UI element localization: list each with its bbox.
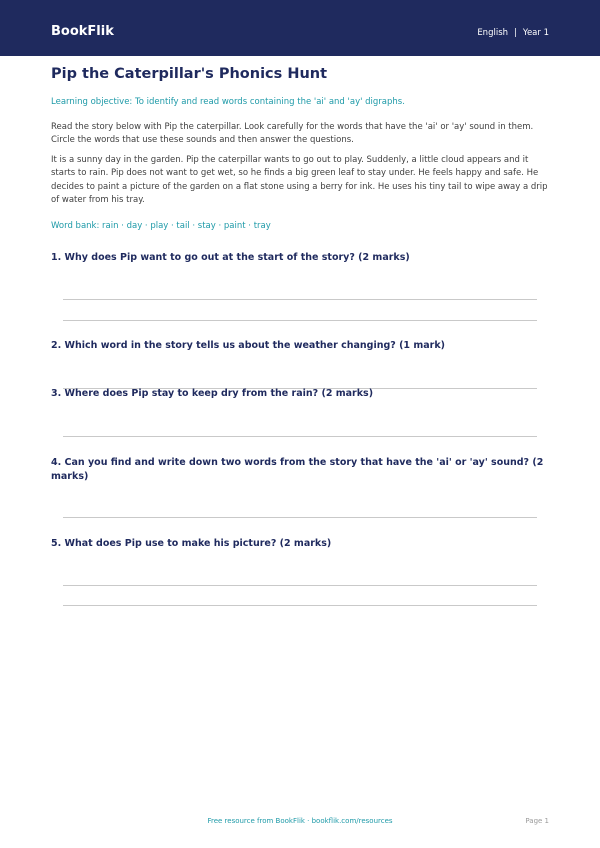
brand-logo[interactable]: BookFlik bbox=[51, 24, 114, 39]
answer-line[interactable] bbox=[63, 517, 537, 518]
worksheet-title: Pip the Caterpillar's Phonics Hunt bbox=[51, 66, 328, 82]
answer-line[interactable] bbox=[63, 436, 537, 437]
header-bar bbox=[0, 0, 600, 56]
header-meta bbox=[477, 28, 549, 38]
instructions-paragraph: Read the story below with Pip the caterpillar. Look carefully for the words that have the 'ai' or 'ay' sound in them. Circle the words that use these sounds and then answer the questions. bbox=[51, 122, 534, 146]
answer-line[interactable] bbox=[63, 605, 537, 606]
footer-credit[interactable]: Free resource from BookFlik · bookflik.com/resources bbox=[207, 817, 393, 825]
question-3: 3. Where does Pip stay to keep dry from the rain? (2 marks) bbox=[51, 388, 374, 399]
question-4: 4. Can you find and write down two words from the story that have the 'ai' or 'ay' sound? (2 marks) bbox=[51, 457, 544, 482]
story-paragraph: It is a sunny day in the garden. Pip the caterpillar wants to go out to play. Suddenly, a little cloud appears and it starts to rain. Pip does not want to get wet, so he finds a big green leaf to stay under. He feels happy and safe. He decides to paint a picture of the garden on a flat stone using a berry for ink. He uses his tiny tail to wipe away a drip of water from his tray. bbox=[51, 155, 548, 205]
learning-objective: Learning objective: To identify and read words containing the 'ai' and 'ay' digraphs. bbox=[51, 97, 405, 107]
question-2: 2. Which word in the story tells us about the weather changing? (1 mark) bbox=[51, 340, 445, 351]
year-label: Year 1 bbox=[522, 28, 549, 38]
answer-line[interactable] bbox=[63, 299, 537, 300]
question-1: 1. Why does Pip want to go out at the start of the story? (2 marks) bbox=[51, 252, 410, 263]
subject-label: English bbox=[477, 28, 509, 38]
answer-line[interactable] bbox=[63, 320, 537, 321]
answer-line[interactable] bbox=[63, 585, 537, 586]
meta-separator: | bbox=[514, 28, 517, 38]
question-5: 5. What does Pip use to make his picture? (2 marks) bbox=[51, 538, 332, 549]
word-bank: Word bank: rain · day · play · tail · stay · paint · tray bbox=[51, 221, 271, 231]
page-number: Page 1 bbox=[525, 817, 549, 825]
